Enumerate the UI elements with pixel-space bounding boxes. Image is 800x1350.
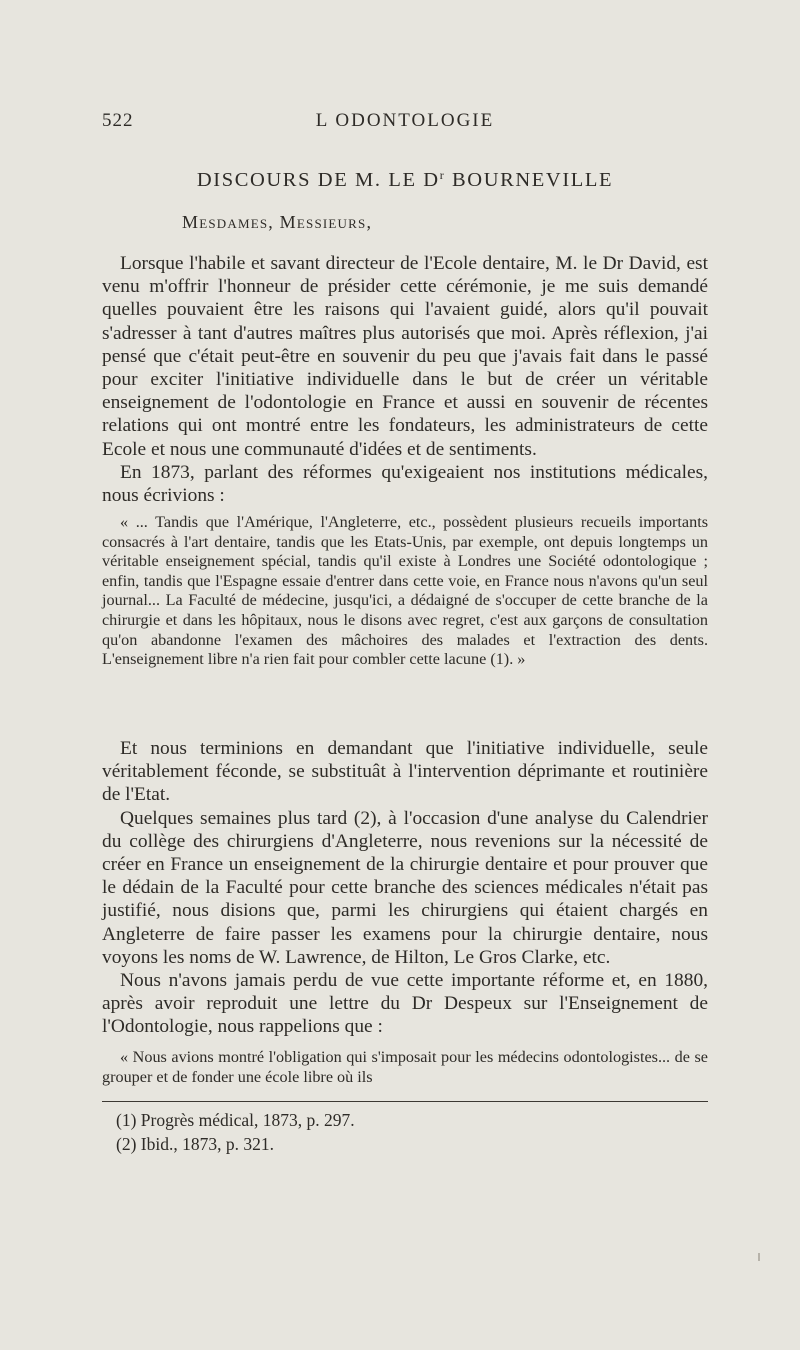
footnotes: [116, 1108, 676, 1156]
body-text-1: [102, 252, 708, 507]
article-heading: [102, 168, 708, 192]
heading-name: BOURNEVILLE: [445, 169, 614, 191]
salutation: Mesdames, Messieurs,: [182, 212, 373, 232]
footnote-2: (2) Ibid., 1873, p. 321.: [116, 1134, 274, 1154]
running-head: [102, 110, 708, 136]
footnote-1: (1) Progrès médical, 1873, p. 297.: [116, 1110, 355, 1130]
paragraph: Et nous terminions en demandant que l'initiative individuelle, seule véritablement féconde, se substituât à l'intervention déprimante et routinière de l'Etat.: [102, 738, 708, 806]
journal-title: L ODONTOLOGIE: [315, 110, 495, 131]
quotation-1: [102, 513, 708, 670]
heading-text: DISCOURS DE M. LE D: [196, 169, 440, 191]
paragraph: Quelques semaines plus tard (2), à l'occasion d'une analyse du Calendrier du collège des chirurgiens d'Angleterre, nous revenions sur la nécessité de créer en France un enseignement de la chirurgie dentaire et pour prouver que le dédain de la Faculté pour cette branche des sciences médicales n'était pas justifié, nous disions que, parmi les chirurgiens qui étaient chargés en Angleterre de faire passer les examens pour la chirurgie dentaire, nous voyons les noms de W. Lawrence, de Hilton, Le Gros Clarke, etc.: [102, 807, 708, 968]
paragraph: En 1873, parlant des réformes qu'exigeaient nos institutions médicales, nous écrivions :: [102, 461, 708, 507]
paragraph: Nous n'avons jamais perdu de vue cette importante réforme et, en 1880, après avoir reproduit une lettre du Dr Despeux sur l'Enseignement de l'Odontologie, nous rappelions que :: [102, 970, 708, 1038]
margin-mark: [758, 1253, 760, 1261]
page-number: 522: [102, 110, 134, 131]
quote-paragraph: « ... Tandis que l'Amérique, l'Angleterre, etc., possèdent plusieurs recueils importants consacrés à l'art dentaire, tandis que les Etats-Unis, par exemple, ont depuis longtemps un véritable enseignement spécial, tandis qu'il existe à Londres une Société odontologique ; enfin, tandis que l'Espagne essaie d'entrer dans cette voie, en France nous n'avons qu'un seul journal... La Faculté de médecine, jusqu'ici, a dédaigné de s'occuper de cette branche de la chirurgie et dans les hôpitaux, nous le disons avec regret, c'est aux garçons de consultation qu'on abandonne l'examen des mâchoires des malades et l'extraction des dents. L'enseignement libre n'a rien fait pour combler cette lacune (1). »: [102, 513, 708, 669]
quote-paragraph: « Nous avions montré l'obligation qui s'imposait pour les médecins odontologistes... de se grouper et de fonder une école libre où ils: [102, 1048, 708, 1086]
paragraph: Lorsque l'habile et savant directeur de l'Ecole dentaire, M. le Dr David, est venu m'offrir l'honneur de présider cette cérémonie, je me suis demandé quelles pouvaient être les raisons qui l'avaient guidé, alors qu'il pouvait s'adresser à tant d'autres maîtres plus autorisés que moi. Après réflexion, j'ai pensé que c'était peut-être en souvenir du peu que j'avais fait dans le passé pour exciter l'initiative individuelle dans le but de créer un véritable enseignement de l'odontologie en France et aussi en souvenir de récentes relations qui ont montré entre les fondateurs, les administrateurs de cette Ecole et nous une communauté d'idées et de sentiments.: [102, 253, 708, 460]
footnote-divider: [102, 1101, 708, 1102]
body-text-2: [102, 737, 708, 1039]
quotation-2: [102, 1048, 708, 1087]
heading-superscript: r: [439, 168, 446, 182]
